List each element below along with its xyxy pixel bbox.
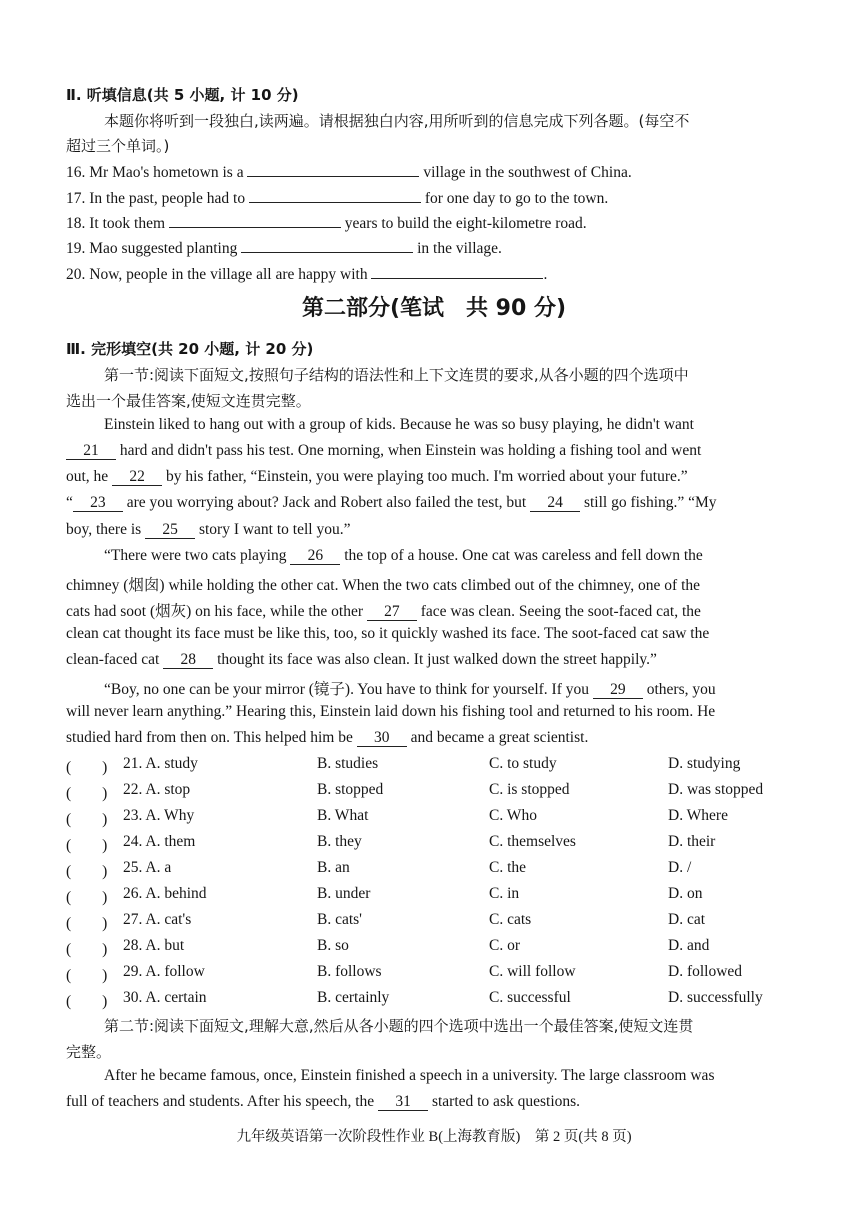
option-a: 29. A. follow: [123, 963, 205, 980]
page-footer: 九年级英语第一次阶段性作业 B(上海教育版) 第 2 页(共 8 页): [236, 1129, 632, 1145]
option-b: B. What: [317, 807, 369, 824]
option-a: 27. A. cat's: [123, 911, 192, 928]
option-b: B. an: [317, 859, 350, 876]
answer-paren[interactable]: ( ): [66, 785, 108, 802]
option-c: C. cats: [489, 911, 532, 928]
option-a: 21. A. study: [123, 755, 198, 772]
cloze-blank-27: 27: [367, 604, 417, 621]
answer-paren[interactable]: ( ): [66, 759, 108, 776]
passage-p1-line4: “ 23 are you worrying about? Jack and Robert also failed the test, but 24 still go fishing.” “My: [66, 494, 717, 511]
cloze-blank-22: 22: [112, 469, 162, 486]
option-b: B. under: [317, 885, 371, 902]
cloze-blank-29: 29: [593, 682, 643, 699]
option-a: 23. A. Why: [123, 807, 195, 824]
section-2-instruction-2: 超过三个单词。): [66, 137, 170, 155]
section-2-heading: Ⅱ. 听填信息(共 5 小题, 计 10 分): [66, 86, 299, 104]
answer-blank-19[interactable]: [241, 236, 413, 253]
answer-blank-17[interactable]: [249, 186, 421, 203]
passage-p2-line4: clean cat thought its face must be like this, too, so it quickly washed its face. The soot-faced cat saw the: [66, 625, 710, 642]
passage-p1-line1: Einstein liked to hang out with a group of kids. Because he was so busy playing, he didn't want: [104, 416, 694, 433]
passage-p2-line1: “There were two cats playing 26 the top of a house. One cat was careless and fell down the: [104, 547, 703, 564]
section-3-sub2-instruction-1: 第二节:阅读下面短文,理解大意,然后从各小题的四个选项中选出一个最佳答案,使短文连贯: [104, 1017, 694, 1035]
section-3-sub2-instruction-2: 完整。: [66, 1043, 112, 1061]
option-c: C. is stopped: [489, 781, 570, 798]
option-a: 22. A. stop: [123, 781, 191, 798]
option-d: D. successfully: [668, 989, 763, 1006]
option-d: D. /: [668, 859, 692, 876]
cloze-blank-25: 25: [145, 522, 195, 539]
section-2-instruction-1: 本题你将听到一段独白,读两遍。请根据独白内容,用所听到的信息完成下列各题。(每空不: [104, 112, 690, 130]
option-a: 30. A. certain: [123, 989, 207, 1006]
option-b: B. certainly: [317, 989, 390, 1006]
option-c: C. in: [489, 885, 520, 902]
option-a: 24. A. them: [123, 833, 196, 850]
cloze-blank-31: 31: [378, 1094, 428, 1111]
option-d: D. cat: [668, 911, 706, 928]
option-b: B. they: [317, 833, 362, 850]
answer-paren[interactable]: ( ): [66, 967, 108, 984]
passage-p1-line5: boy, there is 25 story I want to tell you.”: [66, 521, 351, 538]
option-d: D. was stopped: [668, 781, 764, 798]
passage-p1-line3: out, he 22 by his father, “Einstein, you were playing too much. I'm worried about your future.”: [66, 468, 688, 485]
passage-p3-line3: studied hard from then on. This helped him be 30 and became a great scientist.: [66, 729, 589, 746]
option-d: D. on: [668, 885, 703, 902]
option-b: B. stopped: [317, 781, 384, 798]
question-16: 16. Mr Mao's hometown is a village in the southwest of China.: [66, 160, 632, 182]
option-d: D. their: [668, 833, 716, 850]
answer-paren[interactable]: ( ): [66, 993, 108, 1010]
section-3-sub1-instruction-2: 选出一个最佳答案,使短文连贯完整。: [66, 392, 311, 410]
option-d: D. studying: [668, 755, 741, 772]
passage-p4-line1: After he became famous, once, Einstein finished a speech in a university. The large classroom was: [104, 1067, 715, 1084]
option-b: B. follows: [317, 963, 382, 980]
option-a: 26. A. behind: [123, 885, 207, 902]
cloze-blank-23: 23: [73, 495, 123, 512]
answer-paren[interactable]: ( ): [66, 889, 108, 906]
cloze-blank-30: 30: [357, 730, 407, 747]
option-c: C. themselves: [489, 833, 576, 850]
option-c: C. or: [489, 937, 520, 954]
answer-paren[interactable]: ( ): [66, 941, 108, 958]
option-a: 25. A. a: [123, 859, 172, 876]
option-b: B. studies: [317, 755, 379, 772]
option-d: D. Where: [668, 807, 728, 824]
passage-p2-line5: clean-faced cat 28 thought its face was also clean. It just walked down the street happily.”: [66, 651, 657, 668]
answer-blank-18[interactable]: [169, 211, 341, 228]
question-17: 17. In the past, people had to for one day to go to the town.: [66, 186, 608, 208]
option-c: C. Who: [489, 807, 537, 824]
option-b: B. so: [317, 937, 349, 954]
passage-p2-line2: chimney (烟囱) while holding the other cat. When the two cats climbed out of the chimney, one of the: [66, 577, 701, 594]
option-b: B. cats': [317, 911, 362, 928]
answer-blank-16[interactable]: [247, 160, 419, 177]
passage-p3-line1: “Boy, no one can be your mirror (镜子). You have to think for yourself. If you 29 others, you: [104, 681, 716, 698]
answer-paren[interactable]: ( ): [66, 837, 108, 854]
passage-p2-line3: cats had soot (烟灰) on his face, while the other 27 face was clean. Seeing the soot-faced cat, the: [66, 603, 701, 620]
option-c: C. successful: [489, 989, 571, 1006]
cloze-blank-26: 26: [290, 548, 340, 565]
option-d: D. and: [668, 937, 710, 954]
section-3-heading: Ⅲ. 完形填空(共 20 小题, 计 20 分): [66, 340, 314, 358]
option-c: C. will follow: [489, 963, 576, 980]
passage-p1-line2: 21 hard and didn't pass his test. One morning, when Einstein was holding a fishing tool and went: [66, 442, 701, 460]
question-18: 18. It took them years to build the eight-kilometre road.: [66, 211, 587, 233]
option-c: C. the: [489, 859, 527, 876]
passage-p3-line2: will never learn anything.” Hearing this, Einstein laid down his fishing tool and returned to his room. He: [66, 703, 716, 720]
option-a: 28. A. but: [123, 937, 185, 954]
answer-paren[interactable]: ( ): [66, 863, 108, 880]
answer-blank-20[interactable]: [371, 262, 543, 279]
question-19: 19. Mao suggested planting in the village.: [66, 236, 502, 258]
cloze-blank-24: 24: [530, 495, 580, 512]
answer-paren[interactable]: ( ): [66, 915, 108, 932]
cloze-blank-21: 21: [66, 443, 116, 460]
question-20: 20. Now, people in the village all are happy with .: [66, 262, 547, 284]
option-c: C. to study: [489, 755, 557, 772]
answer-paren[interactable]: ( ): [66, 811, 108, 828]
passage-p4-line2: full of teachers and students. After his speech, the 31 started to ask questions.: [66, 1093, 581, 1110]
section-3-sub1-instruction-1: 第一节:阅读下面短文,按照句子结构的语法性和上下文连贯的要求,从各小题的四个选项中: [104, 366, 689, 384]
part-2-title: 第二部分(笔试 共 90 分): [301, 296, 567, 321]
option-d: D. followed: [668, 963, 743, 980]
cloze-blank-28: 28: [163, 652, 213, 669]
